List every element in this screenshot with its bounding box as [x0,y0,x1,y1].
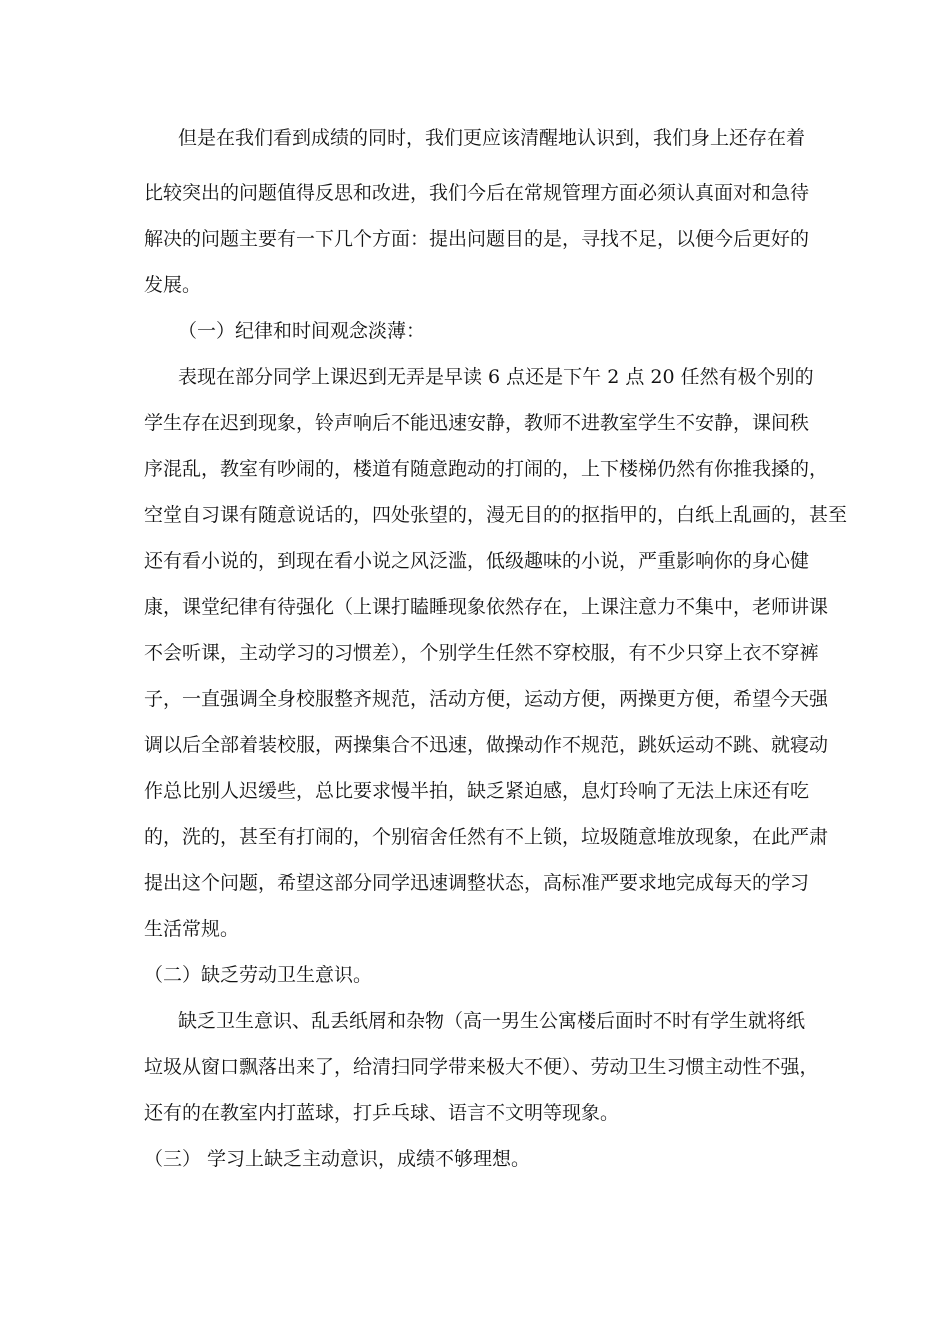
paragraph-line-16: 提出这个问题，希望这部分同学迅速调整状态，高标准严要求地完成每天的学习 [144,872,810,894]
paragraph-line-8: 空堂自习课有随意说话的，四处张望的，漫无目的的抠指甲的，白纸上乱画的，甚至 [144,504,848,526]
section-heading-2: （二）缺乏劳动卫生意识。 [144,964,373,986]
section-heading-1: （一）纪律和时间观念淡薄： [178,320,426,342]
paragraph-line-18: 缺乏卫生意识、乱丢纸屑和杂物（高一男生公寓楼后面时不时有学生就将纸 [178,1010,806,1032]
paragraph-line-13: 调以后全部着装校服，两操集合不迅速，做操动作不规范，跳妖运动不跳、就寝动 [144,734,829,756]
paragraph-line-5: 表现在部分同学上课迟到无弄是早读 6 点还是下午 2 点 20 任然有极个别的 [178,366,814,388]
paragraph-line-11: 不会听课，主动学习的习惯差），个别学生任然不穿校服，有不少只穿上衣不穿裤 [144,642,819,664]
paragraph-line-1: 但是在我们看到成绩的同时，我们更应该清醒地认识到，我们身上还存在着 [178,127,806,149]
paragraph-line-6: 学生存在迟到现象，铃声响后不能迅速安静，教师不进教室学生不安静，课间秩 [144,412,810,434]
paragraph-line-19: 垃圾从窗口飘落出来了，给清扫同学带来极大不便）、劳动卫生习惯主动性不强， [144,1056,819,1078]
paragraph-line-14: 作总比别人迟缓些，总比要求慢半拍，缺乏紧迫感，息灯玲响了无法上床还有吃 [144,780,810,802]
paragraph-line-3: 解决的问题主要有一下几个方面：提出问题目的是，寻找不足，以便今后更好的 [144,228,810,250]
paragraph-line-4: 发展。 [144,274,202,296]
paragraph-line-10: 康，课堂纪律有待强化（上课打瞌睡现象依然存在，上课注意力不集中，老师讲课 [144,596,829,618]
paragraph-line-17: 生活常规。 [144,918,240,940]
paragraph-line-9: 还有看小说的，到现在看小说之风泛滥，低级趣味的小说，严重影响你的身心健 [144,550,810,572]
paragraph-line-12: 子，一直强调全身校服整齐规范，活动方便，运动方便，两操更方便，希望今天强 [144,688,829,710]
paragraph-line-15: 的，洗的，甚至有打闹的，个别宿舍任然有不上锁，垃圾随意堆放现象，在此严肃 [144,826,829,848]
paragraph-line-2: 比较突出的问题值得反思和改进，我们今后在常规管理方面必须认真面对和急待 [144,182,810,204]
section-heading-3: （三） 学习上缺乏主动意识，成绩不够理想。 [144,1148,531,1170]
paragraph-line-20: 还有的在教室内打蓝球，打乒乓球、语言不文明等现象。 [144,1102,620,1124]
paragraph-line-7: 序混乱，教室有吵闹的，楼道有随意跑动的打闹的，上下楼梯仍然有你推我搡的， [144,458,829,480]
